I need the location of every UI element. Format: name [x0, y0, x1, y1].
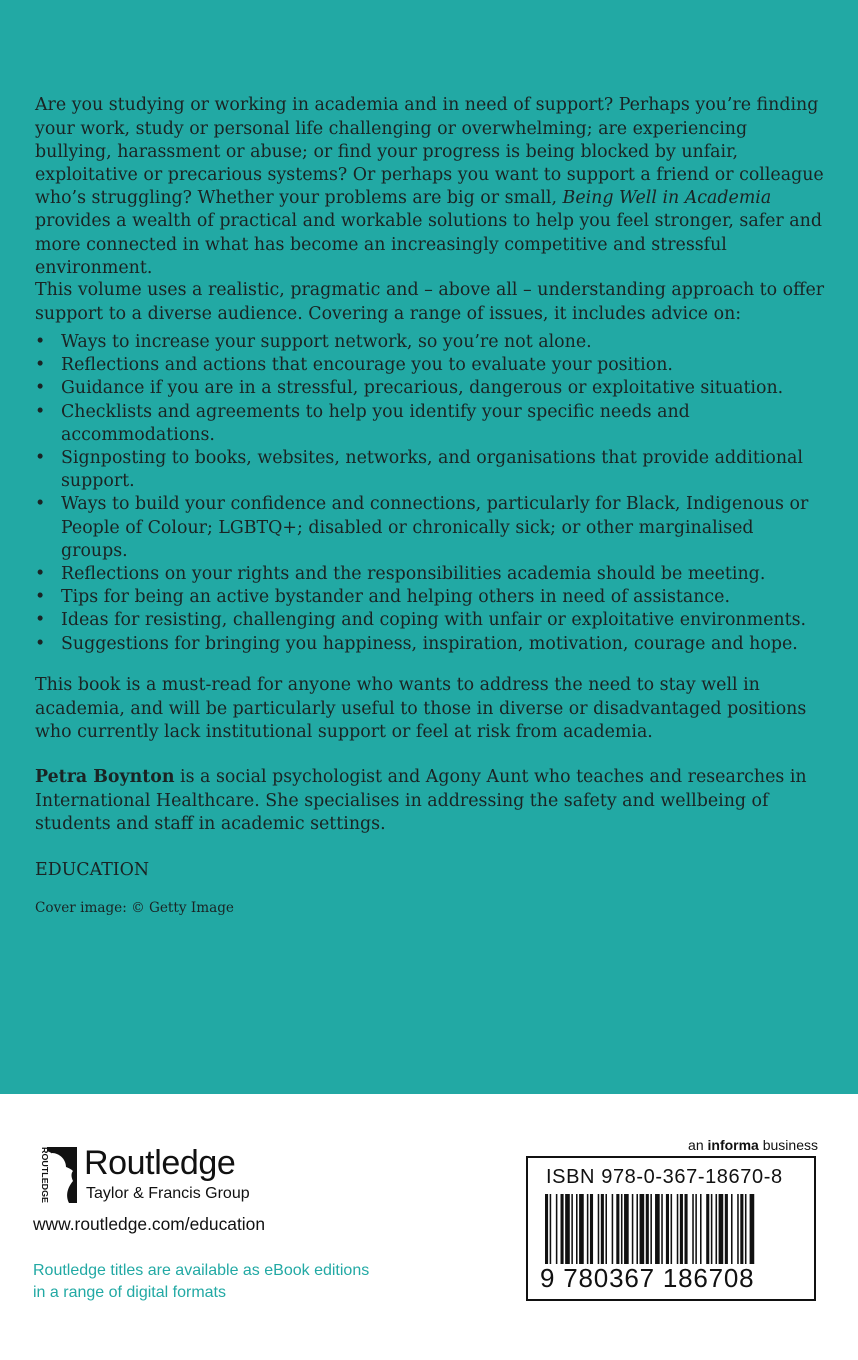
author-name: Petra Boynton — [35, 767, 175, 788]
isbn-barcode-box — [526, 1156, 816, 1301]
barcode-bar — [677, 1194, 679, 1264]
isbn-digits: 9 780367 186708 — [540, 1263, 755, 1293]
barcode-bar — [632, 1194, 634, 1264]
list-item: • Ways to increase your support network, so you’re not alone. — [35, 331, 825, 354]
barcode-bar — [725, 1194, 728, 1264]
publisher-footer — [0, 1094, 858, 1360]
publisher-url: www.routledge.com/education — [33, 1214, 266, 1234]
barcode-bar — [695, 1194, 697, 1264]
list-item: • Reflections and actions that encourage you to evaluate your position. — [35, 354, 825, 377]
barcode-bar — [545, 1194, 548, 1264]
barcode-bar — [680, 1194, 683, 1264]
barcode-bar — [731, 1194, 733, 1264]
list-item: • Checklists and agreements to help you identify your specific needs and accommodations. — [35, 401, 825, 447]
barcode-bar — [737, 1194, 739, 1264]
publisher-name: Routledge — [84, 1144, 236, 1182]
publisher-group: Taylor & Francis Group — [86, 1185, 250, 1202]
barcode-bar — [576, 1194, 578, 1264]
barcode-bar — [706, 1194, 709, 1264]
list-item: • Suggestions for bringing you happiness, inspiration, motivation, courage and hope. — [35, 633, 825, 656]
must-read-paragraph: This book is a must-read for anyone who wants to address the need to stay well in academia, and will be particularly useful to those in diverse or disadvantaged positions who currently lack institutional support or feel at risk from academia. — [35, 675, 807, 742]
barcode-bar — [671, 1194, 673, 1264]
barcode-bar — [685, 1194, 688, 1264]
barcode-bar — [561, 1194, 564, 1264]
isbn-label: ISBN 978-0-367-18670-8 — [546, 1166, 783, 1188]
barcode-bar — [624, 1194, 629, 1264]
barcode-bar — [636, 1194, 638, 1264]
barcode-bar — [565, 1194, 570, 1264]
list-item: • Ways to build your confidence and connections, particularly for Black, Indigenous or People of Colour; LGBTQ+; disabled or chronically sick; or other marginalised groups. — [35, 493, 825, 563]
barcode-bar — [740, 1194, 743, 1264]
barcode-bar — [598, 1194, 600, 1264]
routledge-logo-vertical-text: ROUTLEDGE — [40, 1147, 50, 1201]
barcode-bar — [556, 1194, 558, 1264]
intro-paragraph: Are you studying or working in academia and in need of support? Perhaps you’re finding your work, study or personal life challenging or overwhelming; are experiencing bullying, harassment or abuse; or find your progress is being blocked by unfair, exploitative or precarious systems? Or perhaps you want to support a friend or colleague who’s struggling? Whether your problems are big or small, Being Well in Academia provides a wealth of practical and workable solutions to help you feel stronger, safer and more connected in what has become an increasingly competitive and stressful environment. — [35, 95, 824, 278]
barcode-bar — [692, 1194, 694, 1264]
barcode-bar — [650, 1194, 652, 1264]
barcode-bar — [640, 1194, 645, 1264]
subject-category: EDUCATION — [35, 860, 150, 881]
cover-image-credit: Cover image: © Getty Image — [35, 899, 234, 916]
advice-list — [35, 331, 825, 656]
barcode-bar — [661, 1194, 663, 1264]
barcode-bar — [711, 1194, 713, 1264]
book-title: Being Well in Academia — [562, 188, 772, 209]
barcode-bar — [750, 1194, 755, 1264]
barcode-bar — [612, 1194, 614, 1264]
barcode-bar — [601, 1194, 604, 1264]
barcode-bar — [579, 1194, 584, 1264]
barcode-bar — [646, 1194, 649, 1264]
barcode-bar — [571, 1194, 573, 1264]
barcode-bar — [587, 1194, 589, 1264]
list-item: • Tips for being an active bystander and helping others in need of assistance. — [35, 586, 825, 609]
barcode-bar — [700, 1194, 702, 1264]
ebook-notice: Routledge titles are available as eBook editions in a range of digital formats — [33, 1262, 370, 1301]
barcode-bar — [605, 1194, 607, 1264]
barcode-bar — [590, 1194, 593, 1264]
barcode-bar — [719, 1194, 724, 1264]
list-item: • Reflections on your rights and the responsibilities academia should be meeting. — [35, 563, 825, 586]
informa-business-tag: an informa business — [688, 1137, 818, 1153]
barcode-bar — [716, 1194, 718, 1264]
barcode-bar — [655, 1194, 660, 1264]
barcode-bar — [616, 1194, 619, 1264]
barcode-bar — [745, 1194, 747, 1264]
barcode-bar — [621, 1194, 623, 1264]
list-item: • Guidance if you are in a stressful, precarious, dangerous or exploitative situation. — [35, 377, 825, 400]
volume-paragraph: This volume uses a realistic, pragmatic and – above all – understanding approach to offer support to a diverse audience. Covering a range of issues, it includes advice on: — [35, 280, 825, 324]
barcode-bar — [666, 1194, 669, 1264]
barcode-icon — [545, 1194, 797, 1264]
barcode-bar — [550, 1194, 552, 1264]
list-item: • Signposting to books, websites, networks, and organisations that provide additional support. — [35, 447, 825, 493]
author-bio: Petra Boynton is a social psychologist and Agony Aunt who teaches and researches in International Healthcare. She specialises in addressing the safety and wellbeing of students and staff in academic settings. — [35, 767, 807, 834]
routledge-logo-icon — [33, 1145, 77, 1205]
list-item: • Ideas for resisting, challenging and coping with unfair or exploitative environments. — [35, 609, 825, 632]
